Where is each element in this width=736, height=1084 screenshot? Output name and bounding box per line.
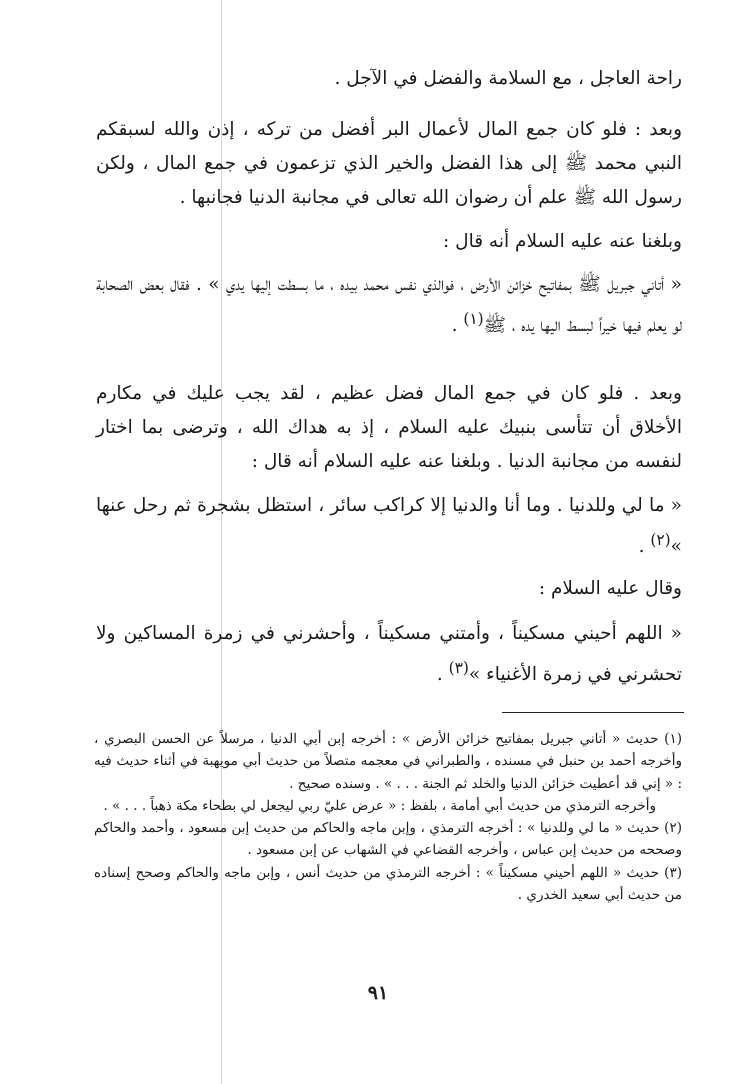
hadith-1-paragraph: « أتاني جبريل ﷺ بمفاتيح خزائن الأرض ، فوالذي نفس محمد بيده ، ما بسطت إليها يدي » . فقال بعض الصحابة لو يعلم فيها خيراً لبسط اليها يده ، ﷺ$^{(١)}$ . xyxy=(96,274,682,337)
footnote-1: (١) حديث « أتاني جبريل بمفاتيح خزائن الأرض » : أخرجه إبن أبي الدنيا ، مرسلاً عن الحسن البصري ، وأخرجه أحمد بن حنبل في مسنده ، والطبراني في معجمه متصلاً من حديث أبي مويهبة في أثناء حديث فيه : « إني قد أعطيت خزائن الدنيا والخلد ثم الجنة . . . » . وسنده صحيح . xyxy=(94,731,682,792)
footnote-ref-2: (٢) xyxy=(650,531,671,549)
hadith-3 xyxy=(96,617,682,692)
footnote-separator xyxy=(502,712,684,713)
footnotes xyxy=(94,728,682,906)
paragraph-3-text: وبعد . فلو كان في جمع المال فضل عظيم ، لقد يجب عليك في مكارم الأخلاق أن تتأسى بنبيك عليه السلام ، إذ به هداك الله ، وترضى بما اختار لنفسه من مجانبة الدنيا . وبلغنا عنه عليه السلام أنه قال : xyxy=(96,383,682,472)
footnote-3: (٣) حديث « اللهم أحيني مسكيناً » : أخرجه الترمذي من حديث أنس ، وإبن ماجه والحاكم وصحح إسناده من حديث أبي سعيد الخدري . xyxy=(94,864,682,904)
intro-text: راحة العاجل ، مع السلامة والفضل في الآجل . xyxy=(334,68,682,89)
hadith-1 xyxy=(96,268,682,343)
intro-line xyxy=(96,62,682,96)
paragraph-4-text: وقال عليه السلام : xyxy=(538,578,682,599)
paragraph-3 xyxy=(96,377,682,479)
footnote-ref-3: (٣) xyxy=(448,659,469,677)
paragraph-1 xyxy=(96,113,682,215)
hadith-3-text: « اللهم أحيني مسكيناً ، وأمتني مسكيناً ، وأحشرني في زمرة المساكين ولا تحشرني في زمرة الأغنياء » xyxy=(96,623,682,686)
paragraph-2 xyxy=(96,225,682,259)
hadith-3-paragraph: « اللهم أحيني مسكيناً ، وأمتني مسكيناً ، وأحشرني في زمرة المساكين ولا تحشرني في زمرة الأغنياء »$^{(٣)}$ . xyxy=(96,623,682,686)
hadith-1-text: « أتاني جبريل ﷺ بمفاتيح خزائن الأرض ، فوالذي نفس محمد بيده ، ما بسطت إليها يدي » . فقال بعض الصحابة لو يعلم فيها خيراً لبسط اليها يده ، ﷺ xyxy=(96,274,682,337)
hadith-2-paragraph: « ما لي وللدنيا . وما أنا والدنيا إلا كراكب سائر ، استظل بشجرة ثم رحل عنها »$^{(٢)}$ . xyxy=(96,495,682,558)
footnote-1-continued: وأخرجه الترمذي من حديث أبي أمامة ، بلفظ : « عرض عليّ ربي ليجعل لي بطحاء مكة ذهباً . . . » . xyxy=(103,797,656,814)
footnote-2: (٢) حديث « ما لي وللدنيا » : أخرجه الترمذي ، وإبن ماجه والحاكم من حديث إبن مسعود ، وأحمد والحاكم وصححه من حديث إبن عباس ، وأخرجه القضاعي في الشهاب عن إبن مسعود . xyxy=(94,820,682,859)
paragraph-1-text: وبعد : فلو كان جمع المال لأعمال البر أفضل من تركه ، إذن والله لسبقكم النبي محمد ﷺ إلى هذا الفضل والخير الذي تزعمون في جمع المال ، ولكن رسول الله ﷺ علم أن رضوان الله تعالى في مجانبة الدنيا فجانبها . xyxy=(96,119,682,208)
hadith-2 xyxy=(96,489,682,564)
hadith-2-text: « ما لي وللدنيا . وما أنا والدنيا إلا كراكب سائر ، استظل بشجرة ثم رحل عنها » xyxy=(96,495,682,558)
paragraph-2-text: وبلغنا عنه عليه السلام أنه قال : xyxy=(443,231,682,252)
footnote-ref-1: (١) xyxy=(463,310,484,328)
page-number: ٩١ xyxy=(367,982,389,1004)
paragraph-4 xyxy=(96,572,682,606)
